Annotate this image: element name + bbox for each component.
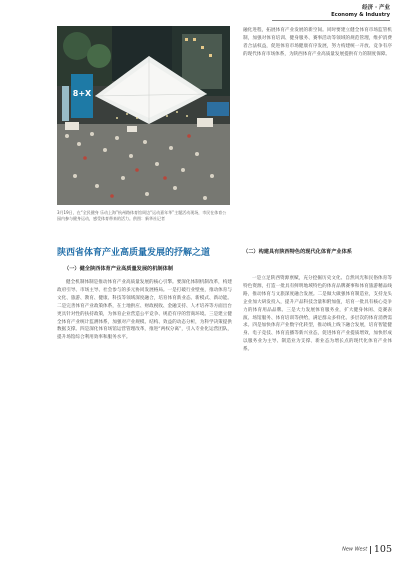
page-footer bbox=[342, 544, 392, 555]
footer-divider bbox=[370, 546, 371, 554]
right-paragraph-2: 一是立足陕西资源禀赋，充分挖掘历史文化、自然风光和民俗体育等特色资源，打造一批具有鲜明地域特色的体育品牌赛事和体育旅游精品线路，推动体育与文旅深度融合发展。二是做大做强体育制造业，支持龙头企业加大研发投入，提升产品科技含量和附加值，培育一批具有核心竞争力的体育用品品牌。三是大力发展体育服务业，扩大健身休闲、竞赛表演、场馆服务、体育培训等供给，满足群众多样化、多层次的体育消费需求。四是加快体育产业数字化转型，推动线上线下融合发展，培育智能健身、电子竞技、体育直播等新兴业态，促进体育产业提质增效，加快形成以服务业为主导、制造业为支撑、新业态为增长点的现代化体育产业体系。 bbox=[243, 276, 392, 353]
header-section-cn: 经济 · 产业 bbox=[362, 5, 390, 11]
page-number: 105 bbox=[373, 544, 392, 555]
subsection-1-title: （一）健全陕西体育产业高质量发展的机制体制 bbox=[64, 266, 173, 272]
event-photo-illustration bbox=[57, 26, 230, 205]
subsection-2-title: （二）构建具有陕西特色的现代化体育产业体系 bbox=[243, 249, 352, 255]
photo-caption: 3月19日，在“全民健身 乐动上海”杭州路体育馆周边“运动嘉年华”主题活动现场，市民在体育公园内参与健身运动，感受体育带来的活力。供图：新华社记者 bbox=[57, 210, 227, 221]
header-rule bbox=[272, 20, 390, 21]
right-paragraph-1: 融化进程，拓展体育产业发展的新空间。同时要建立健全体育市场监管机制，加强对体育培训、健身服务、赛事活动等领域的规范管理，维护消费者合法权益，促进体育市场健康有序发展，努力构建统一开放、竞争有序的现代体育市场体系，为陕西体育产业高质量发展提供有力的制度保障。 bbox=[243, 28, 392, 57]
left-paragraph-1: 健全机制体制是推动体育产业高质量发展的核心引擎。要深化体制机制改革，构建政府引导、市场主导、社会参与的多元协同发展格局。一是打破行业壁垒，推动体育与文化、旅游、教育、健康、科技等领域深度融合，培育体育新业态、新模式、新动能。二是完善体育产业政策体系，在土地供应、财政税收、金融支持、人才培养等方面出台更具针对性的扶持政策，为体育企业营造公平竞争、规范有序的营商环境。三是建立健全体育产业统计监测体系，加强对产业规模、结构、效益的动态分析，为科学决策提供数据支撑。四是深化体育场馆运营管理改革，推进“两权分离”，引入专业化运营团队，提升场馆综合利用效率和服务水平。 bbox=[57, 280, 232, 341]
section-title: 陕西省体育产业高质量发展的抒解之道 bbox=[57, 248, 211, 258]
header-section-en: Economy & Industry bbox=[331, 12, 390, 18]
running-header bbox=[331, 5, 390, 19]
event-photo bbox=[57, 26, 230, 205]
svg-text:8+X: 8+X bbox=[72, 89, 92, 98]
magazine-name: New West bbox=[342, 546, 368, 553]
